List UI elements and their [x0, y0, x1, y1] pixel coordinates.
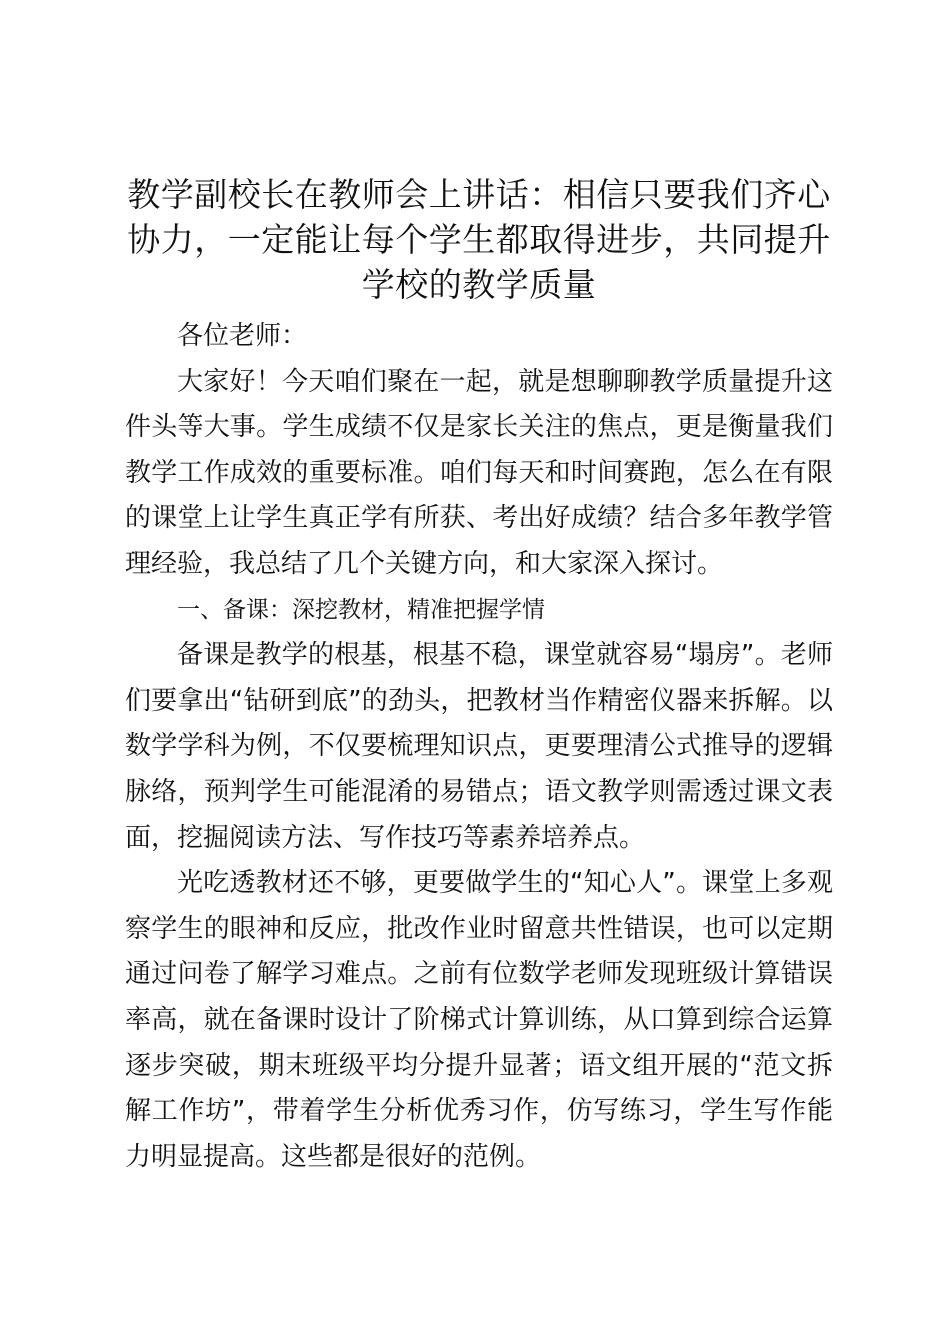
document-title: 教学副校长在教师会上讲话：相信只要我们齐心协力，一定能让每个学生都取得进步，共同提升学校的教学质量: [127, 175, 831, 304]
paragraph-know-students: 光吃透教材还不够，更要做学生的“知心人”。课堂上多观察学生的眼神和反应，批改作业时留意共性错误，也可以定期通过问卷了解学习难点。之前有位数学老师发现班级计算错误率高，就在备课时设计了阶梯式计算训练，从口算到综合运算逐步突破，期末班级平均分提升显著；语文组开展的“范文拆解工作坊”，带着学生分析优秀习作，仿写练习，学生写作能力明显提高。这些都是很好的范例。: [125, 868, 833, 1172]
document-page: [125, 172, 833, 1180]
paragraph-intro: 大家好！今天咱们聚在一起，就是想聊聊教学质量提升这件头等大事。学生成绩不仅是家长关注的焦点，更是衡量我们教学工作成效的重要标准。咱们每天和时间赛跑，怎么在有限的课堂上让学生真正学有所获、考出好成绩？结合多年教学管理经验，我总结了几个关键方向，和大家深入探讨。: [125, 366, 833, 579]
salutation: 各位老师：: [177, 321, 308, 351]
section-heading: 一、备课：深挖教材，精准把握学情: [177, 596, 545, 623]
document-body: [125, 314, 833, 1180]
paragraph-lesson-prep: 备课是教学的根基，根基不稳，课堂就容易“塌房”。老师们要拿出“钻研到底”的劲头，把教材当作精密仪器来拆解。以数学学科为例，不仅要梳理知识点，更要理清公式推导的逻辑脉络，预判学生可能混淆的易错点；语文教学则需透过课文表面，挖掘阅读方法、写作技巧等素养培养点。: [125, 640, 833, 853]
